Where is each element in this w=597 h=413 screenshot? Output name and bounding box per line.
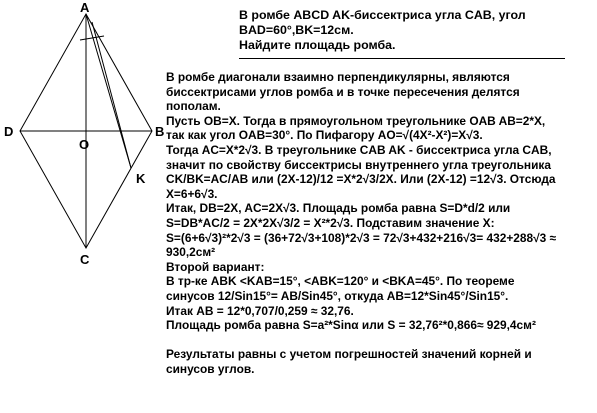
vertex-label-d: D bbox=[4, 124, 14, 139]
vertex-label-o: O bbox=[79, 137, 90, 152]
solution-line: значит по свойству биссектрисы внутреннего угла треугольника bbox=[166, 157, 551, 172]
solution-line: S=DB*AC/2 = 2X*2X√3/2 = X²*2√3. Подставим значение X: bbox=[166, 215, 495, 230]
vertex-label-c: C bbox=[80, 252, 90, 267]
solution-line: 930,2см² bbox=[166, 245, 216, 260]
solution-line: В ромбе диагонали взаимно перпендикулярны, являются bbox=[166, 70, 510, 84]
solution-line: В тр-ке ABK <KAB=15°, <ABK=120° и <BKA=45°. По теореме bbox=[166, 274, 515, 289]
solution-line: CK/BK=AC/AB или (2X-12)/12 =X*2√3/2X. Или (2X-12) =12√3. Отсюда bbox=[166, 172, 556, 187]
solution-line: S=(6+6√3)²*2√3 = (36+72√3+108)*2√3 = 72√3+432+216√3= 432+288√3 ≈ bbox=[166, 230, 557, 245]
solution-line: X=6+6√3. bbox=[166, 186, 218, 201]
solution-line: Результаты равны с учетом погрешностей значений корней и bbox=[166, 347, 532, 362]
solution-line: синусов углов. bbox=[166, 361, 255, 376]
vertex-label-a: A bbox=[80, 0, 90, 15]
solution-line: Пусть OB=X. Тогда в прямоугольном треугольнике OAB AB=2*X, bbox=[166, 113, 546, 128]
problem-line: BAD=60°,BK=12см. bbox=[239, 23, 354, 37]
solution-line: Итак AB = 12*0,707/0,259 ≈ 32,76. bbox=[166, 303, 354, 318]
problem-statement bbox=[239, 8, 569, 53]
solution-line bbox=[166, 333, 596, 348]
solution-line: биссектрисами углов ромба и в точке пересечения делятся bbox=[166, 84, 520, 99]
vertex-label-b: B bbox=[155, 124, 165, 139]
vertex-label-k: K bbox=[136, 171, 146, 186]
solution-text bbox=[166, 70, 596, 376]
solution-line: Итак, DB=2X, AC=2X√3. Площадь ромба равна S=D*d/2 или bbox=[166, 201, 511, 216]
segment-to-k-inner bbox=[92, 22, 131, 168]
bisector-ak bbox=[86, 14, 131, 168]
problem-line: Найдите площадь ромба. bbox=[239, 38, 396, 52]
solution-line: пополам. bbox=[166, 99, 221, 114]
solution-line: синусов 12/Sin15°= AB/Sin45°, откуда AB=12*Sin45°/Sin15°. bbox=[166, 288, 509, 303]
problem-line: В ромбе ABCD AK-биссектриса угла CAB, угол bbox=[239, 8, 526, 22]
solution-line: Площадь ромба равна S=a²*Sinα или S = 32,76²*0,866≈ 929,4см² bbox=[166, 318, 536, 333]
header-divider bbox=[239, 58, 565, 59]
solution-line: так как угол OAB=30°. По Пифагору AO=√(4X²-X²)=X√3. bbox=[166, 128, 483, 143]
solution-line: Тогда AC=X*2√3. В треугольнике CAB AK - биссектриса угла CAB, bbox=[166, 142, 552, 157]
solution-line: Второй вариант: bbox=[166, 259, 265, 274]
